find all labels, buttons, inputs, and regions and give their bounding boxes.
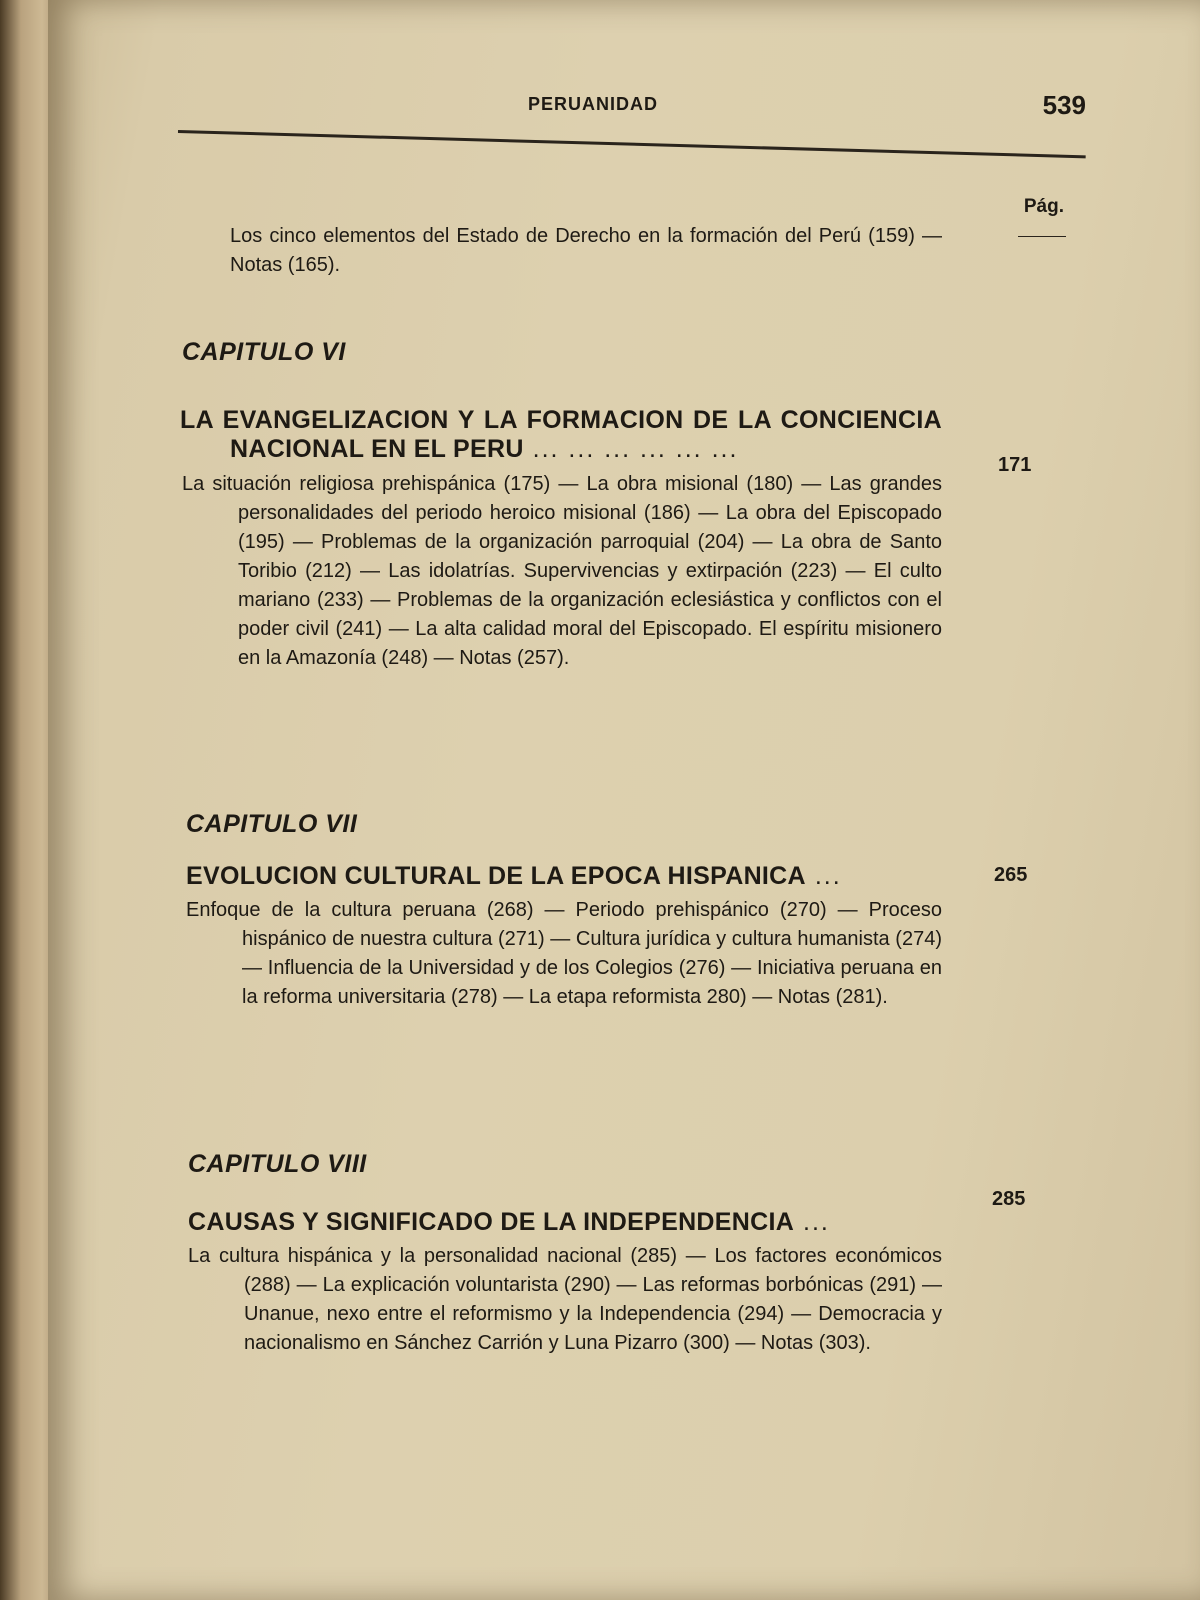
chapter-title-text: CAUSAS Y SIGNIFICADO DE LA INDEPENDENCIA bbox=[188, 1208, 795, 1236]
entry-summary: Los cinco elementos del Estado de Derecho en la formación del Perú (159) — Notas (165). bbox=[230, 225, 942, 276]
table-of-contents bbox=[48, 0, 1200, 1600]
chapter-summary: La situación religiosa prehispánica (175) — La obra misional (180) — Las grandes personalidades del periodo heroico misional (186) — La obra del Episcopado (195) — Problemas de la organización parroquial (204) — La obra de Santo Toribio (212) — Las idolatrías. Supervivencias y extirpación (223) — El culto mariano (233) — Problemas de la organización eclesiástica y conflictos con el poder civil (241) — La alta calidad moral del Episcopado. El espíritu misionero en la Amazonía (248) — Notas (257). bbox=[182, 473, 942, 669]
chapter-title-block bbox=[180, 406, 942, 464]
page-number: 539 bbox=[1042, 90, 1086, 120]
chapter-summary-block bbox=[182, 470, 942, 673]
chapter-label: CAPITULO VI bbox=[182, 338, 346, 366]
chapter-page-number: 171 bbox=[998, 454, 1032, 476]
chapter-title bbox=[180, 406, 942, 464]
dot-leader: ... bbox=[794, 1208, 830, 1236]
chapter-title-block bbox=[186, 862, 942, 891]
chapter-page-number: 285 bbox=[992, 1188, 1026, 1210]
pag-column-label: Pág. bbox=[1023, 196, 1064, 217]
chapter-title bbox=[188, 1208, 942, 1237]
dot-leader: ... bbox=[805, 862, 842, 890]
chapter-summary: La cultura hispánica y la personalidad nacional (285) — Los factores económicos (288) — La explicación voluntarista (290) — Las reformas borbónicas (291) — Unanue, nexo entre el reformismo y la Independencia (294) — Democracia y nacionalismo en Sánchez Carrión y Luna Pizarro (300) — Notas (303). bbox=[188, 1245, 942, 1354]
toc-entry-continuation bbox=[230, 222, 942, 280]
chapter-summary: Enfoque de la cultura peruana (268) — Periodo prehispánico (270) — Proceso hispánico de nuestra cultura (271) — Cultura jurídica y cultura humanista (274) — Influencia de la Universidad y de los Colegios (276) — Iniciativa peruana en la reforma universitaria (278) — La etapa reformista 280) — Notas (281). bbox=[186, 899, 942, 1008]
chapter-title-text: EVOLUCION CULTURAL DE LA EPOCA HISPANICA bbox=[186, 862, 806, 890]
chapter-summary-block bbox=[186, 896, 942, 1012]
chapter-page-number: 265 bbox=[994, 864, 1028, 886]
running-head: PERUANIDAD bbox=[528, 94, 659, 114]
chapter-title bbox=[186, 862, 942, 891]
chapter-title-block bbox=[188, 1208, 942, 1237]
book-page bbox=[48, 0, 1200, 1600]
chapter-summary-block bbox=[188, 1242, 942, 1358]
chapter-label: CAPITULO VIII bbox=[188, 1150, 367, 1178]
chapter-title-text: LA EVANGELIZACION Y LA FORMACION DE LA CONCIENCIA NACIONAL EN EL PERU bbox=[180, 406, 942, 463]
chapter-label: CAPITULO VII bbox=[186, 810, 358, 838]
dot-leader: ... ... ... ... ... ... bbox=[523, 435, 739, 463]
